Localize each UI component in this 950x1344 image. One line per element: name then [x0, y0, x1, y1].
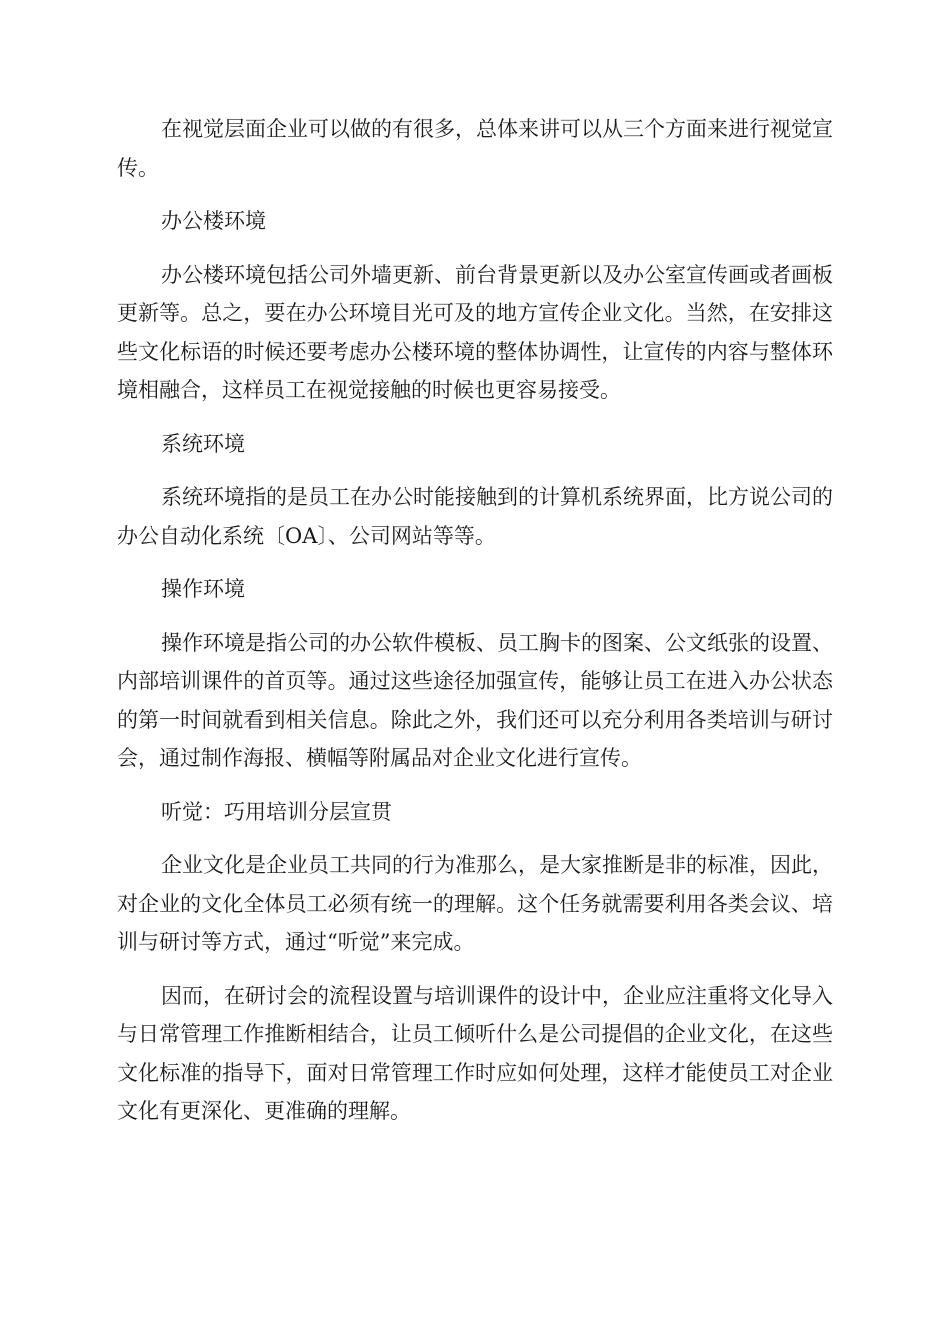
paragraph-office-building: 办公楼环境包括公司外墙更新、前台背景更新以及办公室宣传画或者画板更新等。总之，要在办公环境目光可及的地方宣传企业文化。当然，在安排这些文化标语的时候还要考虑办公楼环境的整体协调性，让宣传的内容与整体环境相融合，这样员工在视觉接触的时候也更容易接受。 [117, 262, 833, 402]
paragraph-operation-environment: 操作环境是指公司的办公软件模板、员工胸卡的图案、公文纸张的设置、内部培训课件的首页等。通过这些途径加强宣传，能够让员工在进入办公状态的第一时间就看到相关信息。除此之外，我们还可以充分利用各类培训与研讨会，通过制作海报、横幅等附属品对企业文化进行宣传。 [117, 630, 833, 770]
paragraph-system-environment: 系统环境指的是员工在办公时能接触到的计算机系统界面，比方说公司的办公自动化系统〔OA〕、公司网站等等。 [117, 485, 833, 548]
section-heading-system-environment: 系统环境 [161, 431, 245, 456]
paragraph-conclusion: 因而，在研讨会的流程设置与培训课件的设计中，企业应注重将文化导入与日常管理工作推断相结合，让员工倾听什么是公司提倡的企业文化，在这些文化标准的指导下，面对日常管理工作时应如何处理，这样才能使员工对企业文化有更深化、更准确的理解。 [117, 983, 833, 1123]
section-heading-operation-environment: 操作环境 [161, 577, 245, 601]
section-heading-office-building: 办公楼环境 [161, 209, 266, 233]
section-heading-hearing: 听觉：巧用培训分层宣贯 [161, 799, 392, 824]
paragraph-intro: 在视觉层面企业可以做的有很多，总体来讲可以从三个方面来进行视觉宣传。 [117, 117, 833, 180]
paragraph-hearing: 企业文化是企业员工共同的行为准那么，是大家推断是非的标准，因此，对企业的文化全体员工必须有统一的理解。这个任务就需要利用各类会议、培训与研讨等方式，通过“听觉”来完成。 [117, 853, 833, 954]
document-body [117, 110, 833, 1146]
